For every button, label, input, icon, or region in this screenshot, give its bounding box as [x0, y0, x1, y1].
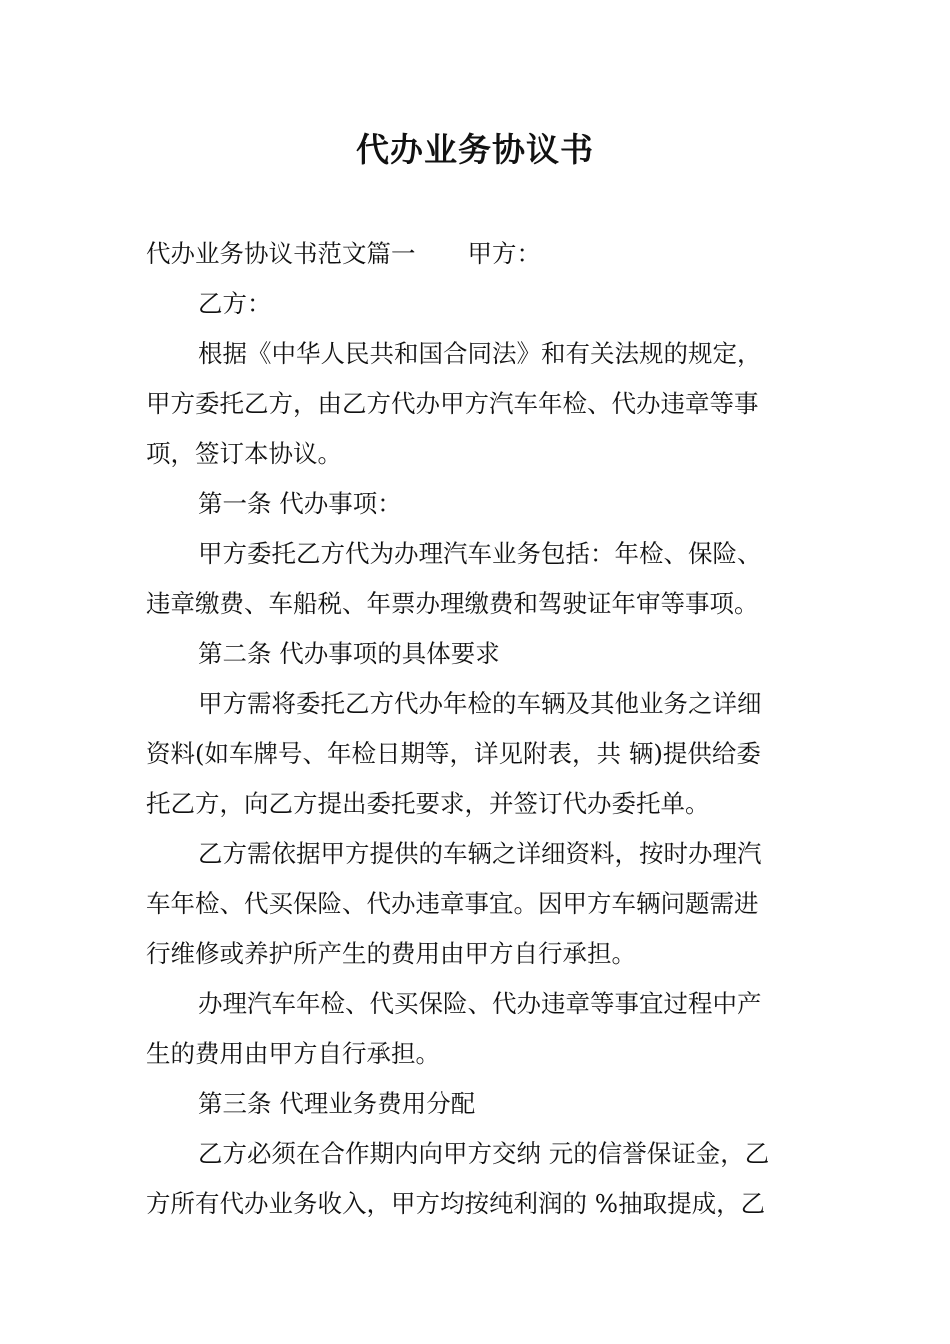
paragraph-line: 甲方委托乙方，由乙方代办甲方汽车年检、代办违章等事	[146, 389, 759, 418]
paragraph-line: 项，签订本协议。	[146, 439, 342, 468]
article-heading: 第一条 代办事项：	[198, 489, 402, 518]
paragraph-line: 根据《中华人民共和国合同法》和有关法规的规定，	[198, 339, 762, 368]
document-title: 代办业务协议书	[356, 130, 594, 169]
paragraph-line: 甲方委托乙方代为办理汽车业务包括：年检、保险、	[198, 539, 762, 568]
document-subtitle: 代办业务协议书范文篇一	[146, 239, 416, 268]
paragraph-line: 违章缴费、车船税、年票办理缴费和驾驶证年审等事项。	[146, 589, 759, 618]
document-body	[146, 229, 808, 1229]
article-heading: 第三条 代理业务费用分配	[198, 1089, 476, 1118]
paragraph-line: 办理汽车年检、代买保险、代办违章等事宜过程中产	[198, 989, 762, 1018]
paragraph-line: 托乙方，向乙方提出委托要求，并签订代办委托单。	[146, 789, 710, 818]
paragraph-line: 甲方需将委托乙方代办年检的车辆及其他业务之详细	[198, 689, 762, 718]
article-heading: 第二条 代办事项的具体要求	[198, 639, 500, 668]
paragraph-line: 生的费用由甲方自行承担。	[146, 1039, 440, 1068]
paragraph-line: 资料(如车牌号、年检日期等，详见附表，共 辆)提供给委	[146, 739, 761, 768]
paragraph-line: 乙方需依据甲方提供的车辆之详细资料，按时办理汽	[198, 839, 762, 868]
party-a-label: 甲方：	[467, 239, 541, 268]
party-b-label: 乙方：	[198, 289, 272, 318]
paragraph-line	[146, 229, 808, 279]
paragraph-line: 乙方必须在合作期内向甲方交纳 元的信誉保证金，乙	[198, 1139, 770, 1168]
paragraph-line: 方所有代办业务收入，甲方均按纯利润的 %抽取提成，乙	[146, 1189, 766, 1218]
paragraph-line: 行维修或养护所产生的费用由甲方自行承担。	[146, 939, 636, 968]
paragraph-line: 车年检、代买保险、代办违章事宜。因甲方车辆问题需进	[146, 889, 759, 918]
